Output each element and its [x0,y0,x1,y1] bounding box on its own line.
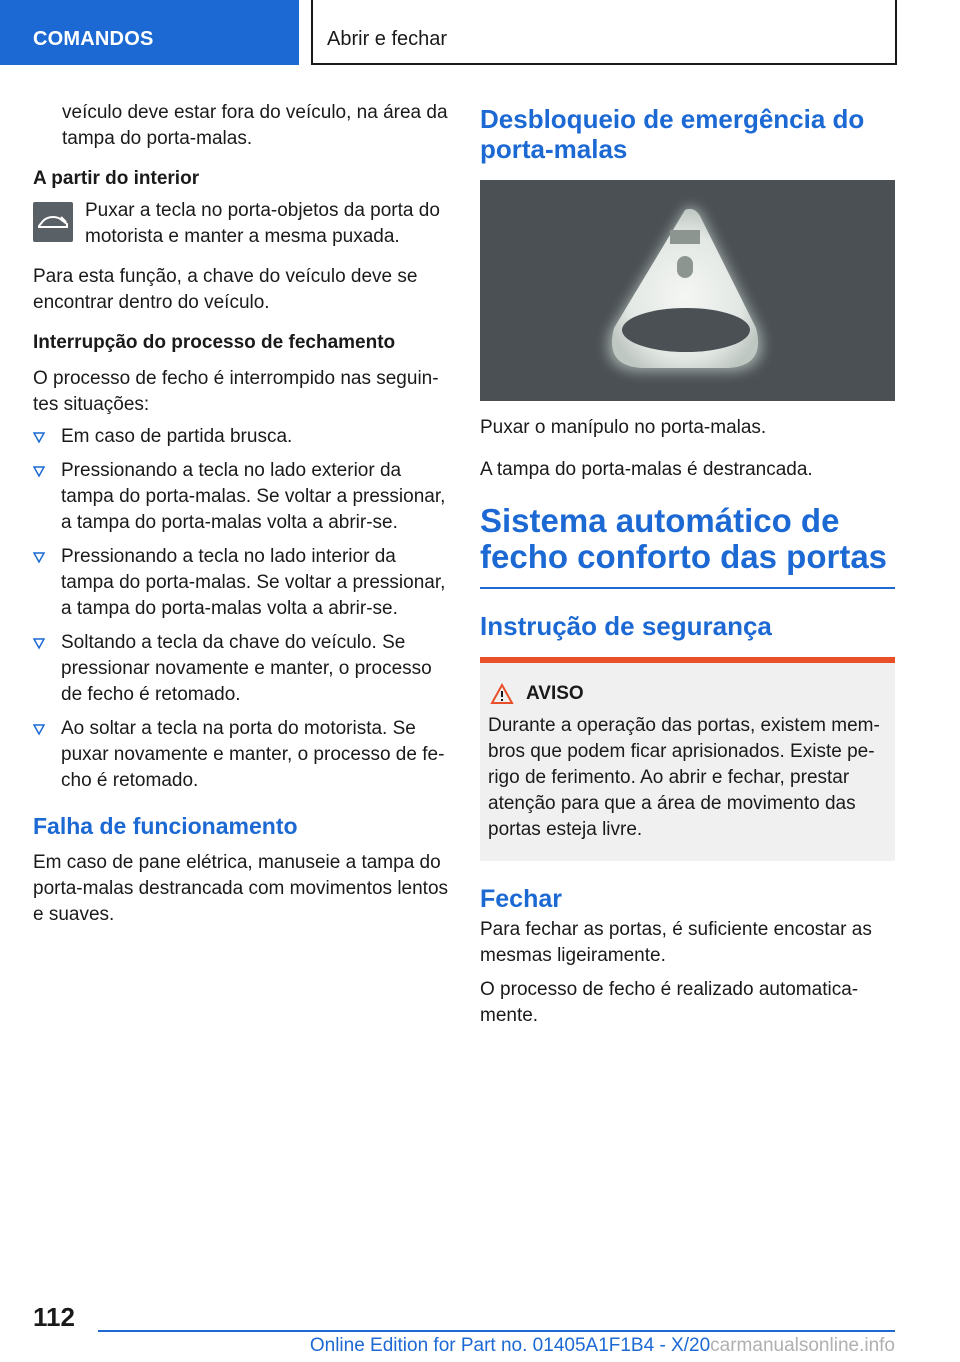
emergency-text-1: Puxar o manípulo no porta-malas. [480,417,767,438]
close-heading: Fechar [480,885,562,913]
interior-heading: A partir do interior [33,168,200,189]
section-title: COMANDOS [33,28,154,50]
list-item: Pressionando a tecla no lado exterior da tampa do porta-malas. Se voltar a pressionar, a tampa do porta-malas volta a abrir-se. [33,458,449,536]
interior-text: Puxar a tecla no porta-objetos da porta do motorista e manter a mesma puxada. [85,200,440,247]
footer-divider [98,1330,895,1332]
malfunction-heading: Falha de funcionamento [33,813,298,839]
section-heading: Sistema automático de fecho conforto das portas [480,503,895,589]
warning-box [480,657,895,861]
trunk-handle-photo [480,180,895,401]
close-text-1: Para fechar as portas, é suficiente encostar as mesmas ligeiramente. [480,919,872,966]
list-item: Pressionando a tecla no lado interior da tampa do porta-malas. Se voltar a pressionar, a tampa do porta-malas volta a abrir-se. [33,544,449,622]
warning-icon [490,683,514,705]
triangle-bullet-icon [33,544,61,622]
section-tab [0,0,299,65]
emergency-text-2: A tampa do porta-malas é destrancada. [480,459,813,480]
list-item: Soltando a tecla da chave do veículo. Se pressionar novamente e manter, o processo de fecho é retomado. [33,630,449,708]
triangle-bullet-icon [33,424,61,450]
watermark-text: carmanualsonline.info [710,1335,895,1356]
trunk-handle-icon [480,180,895,401]
triangle-bullet-icon [33,716,61,794]
safety-heading: Instrução de segurança [480,611,772,641]
chapter-title: Abrir e fechar [327,28,448,50]
emergency-heading: Desbloqueio de emergência do porta-malas [480,104,865,164]
page-number: 112 [33,1302,75,1332]
edition-text: Online Edition for Part no. 01405A1F1B4 - X/20 [309,1335,711,1356]
warning-title: AVISO [526,683,584,704]
interior-row [33,198,449,250]
trunk-button-icon [33,202,73,242]
list-item: Ao soltar a tecla na porta do motorista. Se puxar novamente e manter, o processo de fecho é retomado. [33,716,449,794]
interrupt-list [33,424,449,794]
triangle-bullet-icon [33,630,61,708]
key-note: Para esta função, a chave do veículo deve se encontrar dentro do veículo. [33,266,418,313]
interrupt-text: O processo de fecho é interrompido nas seguintes situações: [33,368,439,415]
list-item: Em caso de partida brusca. [33,424,449,450]
intro-text: veículo deve estar fora do veículo, na área da tampa do porta-malas. [62,102,448,149]
warning-title-row [488,683,887,705]
warning-text: Durante a operação das portas, existem membros que podem ficar aprisionados. Existe perigo de ferimento. Ao abrir e fechar, prestar atenção para que a área de movimento das portas esteja livre. [488,715,880,840]
close-text-2: O processo de fecho é realizado automaticamente. [480,979,859,1026]
malfunction-text: Em caso de pane elétrica, manuseie a tampa do porta-malas destrancada com movimentos lentos e suaves. [33,852,449,925]
footer-edition [98,1335,895,1357]
chapter-tab [311,0,897,65]
interrupt-heading: Interrupção do processo de fechamento [33,332,396,353]
right-column [480,100,895,1029]
left-column [33,100,449,928]
triangle-bullet-icon [33,458,61,536]
